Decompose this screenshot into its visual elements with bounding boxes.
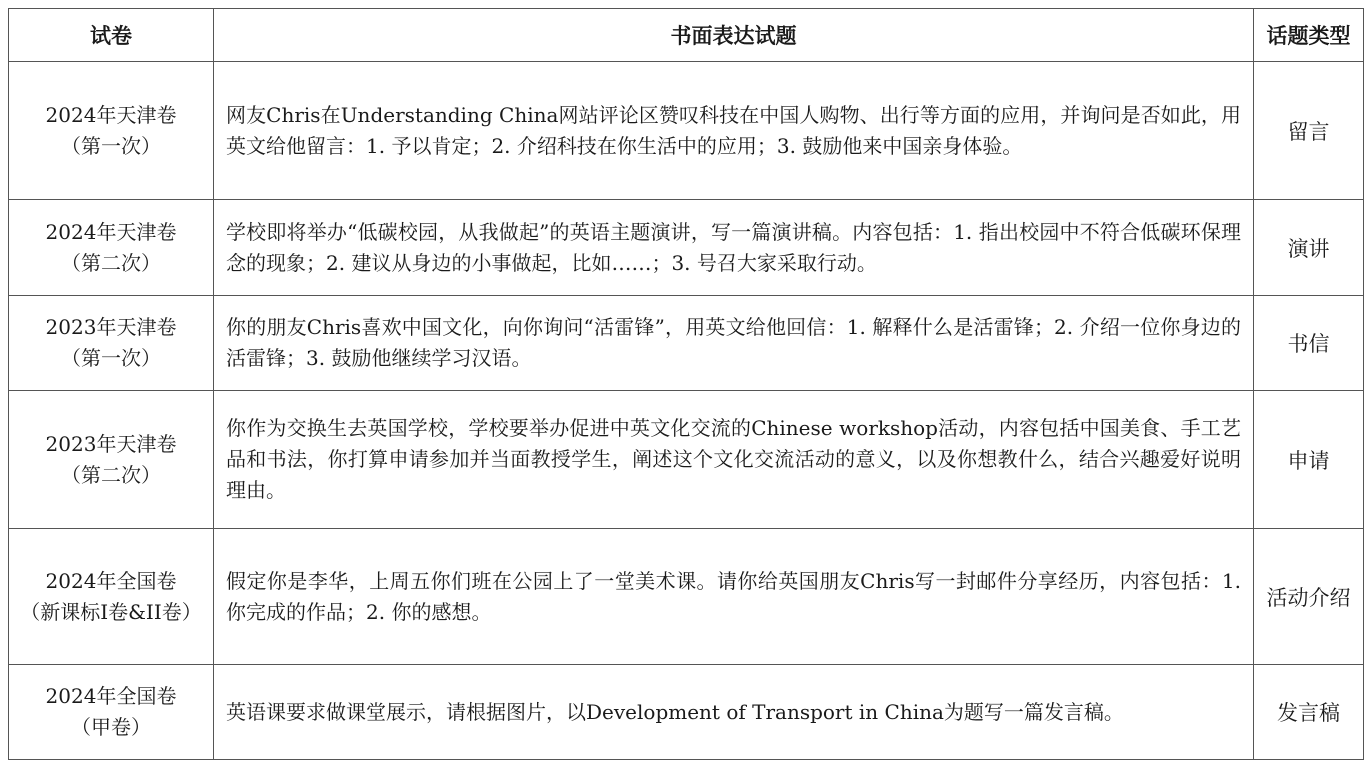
type-cell: 演讲	[1254, 200, 1364, 296]
paper-cell	[9, 529, 214, 665]
type-cell: 申请	[1254, 391, 1364, 529]
paper-cell	[9, 665, 214, 760]
header-type: 话题类型	[1254, 9, 1364, 62]
paper-session: （第二次）	[61, 462, 161, 487]
paper-session: （第一次）	[61, 346, 161, 370]
paper-cell	[9, 62, 214, 200]
paper-name: 2024年天津卷	[45, 102, 177, 127]
paper-cell	[9, 200, 214, 296]
paper-session: （新课标I卷&II卷）	[20, 599, 202, 624]
paper-name: 2023年天津卷	[45, 315, 177, 339]
table-row	[9, 200, 1364, 296]
exam-writing-tasks-table	[8, 8, 1364, 760]
table-row	[9, 529, 1364, 665]
table-row	[9, 391, 1364, 529]
task-cell: 你作为交换生去英国学校，学校要举办促进中英文化交流的Chinese workshop活动，内容包括中国美食、手工艺品和书法，你打算申请参加并当面教授学生，阐述这个文化交流活动的意义，以及你想教什么，结合兴趣爱好说明理由。	[214, 391, 1254, 529]
type-cell: 留言	[1254, 62, 1364, 200]
paper-name: 2024年全国卷	[45, 684, 177, 708]
task-cell: 网友Chris在Understanding China网站评论区赞叹科技在中国人购物、出行等方面的应用，并询问是否如此，用英文给他留言：1. 予以肯定；2. 介绍科技在你生活中的应用；3. 鼓励他来中国亲身体验。	[214, 62, 1254, 200]
task-cell: 英语课要求做课堂展示，请根据图片，以Development of Transport in China为题写一篇发言稿。	[214, 665, 1254, 760]
task-cell: 你的朋友Chris喜欢中国文化，向你询问“活雷锋”，用英文给他回信：1. 解释什么是活雷锋；2. 介绍一位你身边的活雷锋；3. 鼓励他继续学习汉语。	[214, 296, 1254, 391]
paper-session: （第一次）	[61, 133, 161, 158]
task-cell: 学校即将举办“低碳校园，从我做起”的英语主题演讲，写一篇演讲稿。内容包括：1. 指出校园中不符合低碳环保理念的现象；2. 建议从身边的小事做起，比如……；3. 号召大家采取行动。	[214, 200, 1254, 296]
type-cell: 书信	[1254, 296, 1364, 391]
paper-name: 2024年全国卷	[45, 568, 177, 593]
paper-name: 2024年天津卷	[45, 219, 177, 244]
paper-cell	[9, 391, 214, 529]
type-cell: 发言稿	[1254, 665, 1364, 760]
paper-cell	[9, 296, 214, 391]
type-cell: 活动介绍	[1254, 529, 1364, 665]
table-row	[9, 62, 1364, 200]
table-row	[9, 296, 1364, 391]
paper-name: 2023年天津卷	[45, 431, 177, 456]
header-row	[9, 9, 1364, 62]
header-paper: 试卷	[9, 9, 214, 62]
table-row	[9, 665, 1364, 760]
paper-session: （第二次）	[61, 250, 161, 275]
task-cell: 假定你是李华，上周五你们班在公园上了一堂美术课。请你给英国朋友Chris写一封邮件分享经历，内容包括：1. 你完成的作品；2. 你的感想。	[214, 529, 1254, 665]
header-task: 书面表达试题	[214, 9, 1254, 62]
paper-session: （甲卷）	[71, 715, 151, 739]
